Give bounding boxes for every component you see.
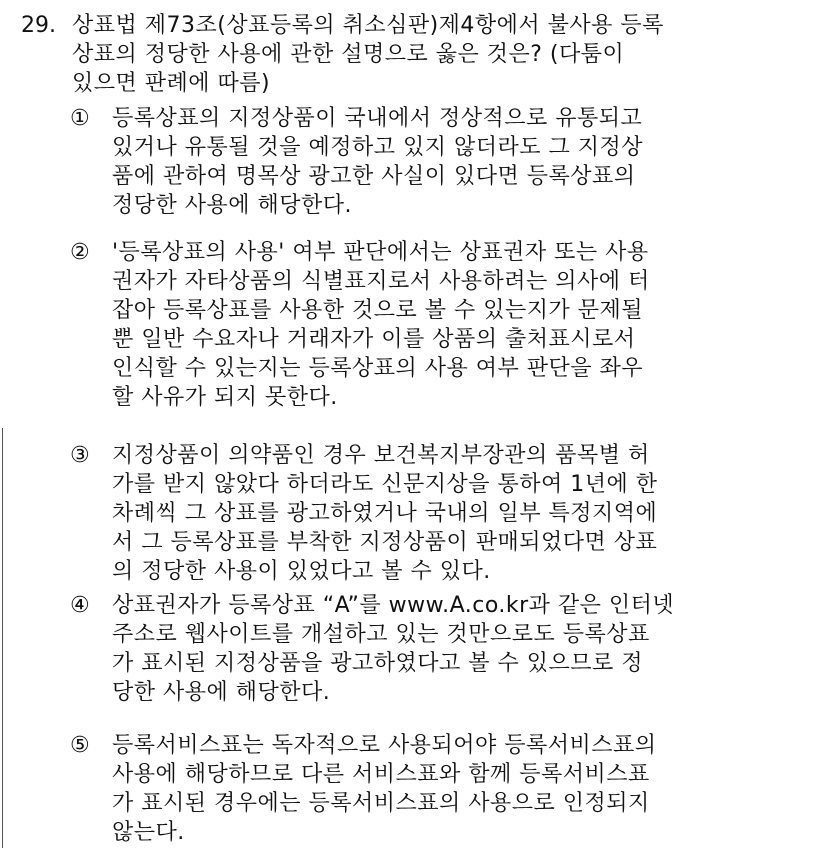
option-line: 있거나 유통될 것을 예정하고 있지 않더라도 그 지정상 bbox=[112, 135, 643, 160]
option-line: 인식할 수 있는지는 등록상표의 사용 여부 판단을 좌우 bbox=[112, 356, 643, 381]
question-stem bbox=[0, 11, 826, 98]
option-marker: ④ bbox=[70, 593, 90, 618]
option-marker: ③ bbox=[70, 443, 90, 468]
option-line: 차례씩 그 상표를 광고하였거나 국내의 일부 특정지역에 bbox=[112, 501, 658, 526]
option-line: '등록상표의 사용' 여부 판단에서는 상표권자 또는 사용 bbox=[112, 240, 649, 265]
option-line: 가를 받지 않았다 하더라도 신문지상을 통하여 1년에 한 bbox=[112, 472, 658, 497]
option-line: 정당한 사용에 해당한다. bbox=[112, 193, 353, 218]
option-marker: ① bbox=[70, 106, 90, 131]
option-3[interactable] bbox=[0, 441, 826, 586]
question-number: 29. bbox=[21, 13, 56, 38]
option-marker: ⑤ bbox=[70, 733, 90, 758]
option-line: 등록서비스표는 독자적으로 사용되어야 등록서비스표의 bbox=[112, 733, 657, 758]
option-line: 지정상품이 의약품인 경우 보건복지부장관의 품목별 허 bbox=[112, 443, 650, 468]
option-line: 사용에 해당하므로 다른 서비스표와 함께 등록서비스표 bbox=[112, 762, 650, 787]
stem-line: 상표의 정당한 사용에 관한 설명으로 옳은 것은? (다툼이 bbox=[72, 42, 625, 67]
stem-line: 있으면 판례에 따름) bbox=[72, 71, 271, 96]
option-5[interactable] bbox=[0, 731, 826, 847]
option-marker: ② bbox=[70, 240, 90, 265]
option-line: 가 표시된 경우에는 등록서비스표의 사용으로 인정되지 bbox=[112, 791, 650, 816]
option-line: 주소로 웹사이트를 개설하고 있는 것만으로도 등록상표 bbox=[112, 622, 650, 647]
option-line: 권자가 자타상품의 식별표지로서 사용하려는 의사에 터 bbox=[112, 269, 650, 294]
option-line: 가 표시된 지정상품을 광고하였다고 볼 수 있으므로 정 bbox=[112, 651, 643, 676]
option-line: 의 정당한 사용이 있었다고 볼 수 있다. bbox=[112, 559, 491, 584]
option-line: 않는다. bbox=[112, 820, 185, 845]
option-4[interactable] bbox=[0, 591, 826, 707]
option-line: 등록상표의 지정상품이 국내에서 정상적으로 유통되고 bbox=[112, 106, 643, 131]
option-line: 뿐 일반 수요자나 거래자가 이를 상품의 출처표시로서 bbox=[112, 327, 636, 352]
option-line: 서 그 등록상표를 부착한 지정상품이 판매되었다면 상표 bbox=[112, 530, 658, 555]
option-line: 잡아 등록상표를 사용한 것으로 볼 수 있는지가 문제될 bbox=[112, 298, 643, 323]
option-line: 할 사유가 되지 못한다. bbox=[112, 385, 338, 410]
option-1[interactable] bbox=[0, 104, 826, 220]
option-2[interactable] bbox=[0, 238, 826, 412]
stem-line: 상표법 제73조(상표등록의 취소심판)제4항에서 불사용 등록 bbox=[72, 13, 664, 38]
option-line: 상표권자가 등록상표 “A”를 www.A.co.kr과 같은 인터넷 bbox=[112, 593, 675, 618]
option-line: 품에 관하여 명목상 광고한 사실이 있다면 등록상표의 bbox=[112, 164, 636, 189]
option-line: 당한 사용에 해당한다. bbox=[112, 680, 331, 705]
